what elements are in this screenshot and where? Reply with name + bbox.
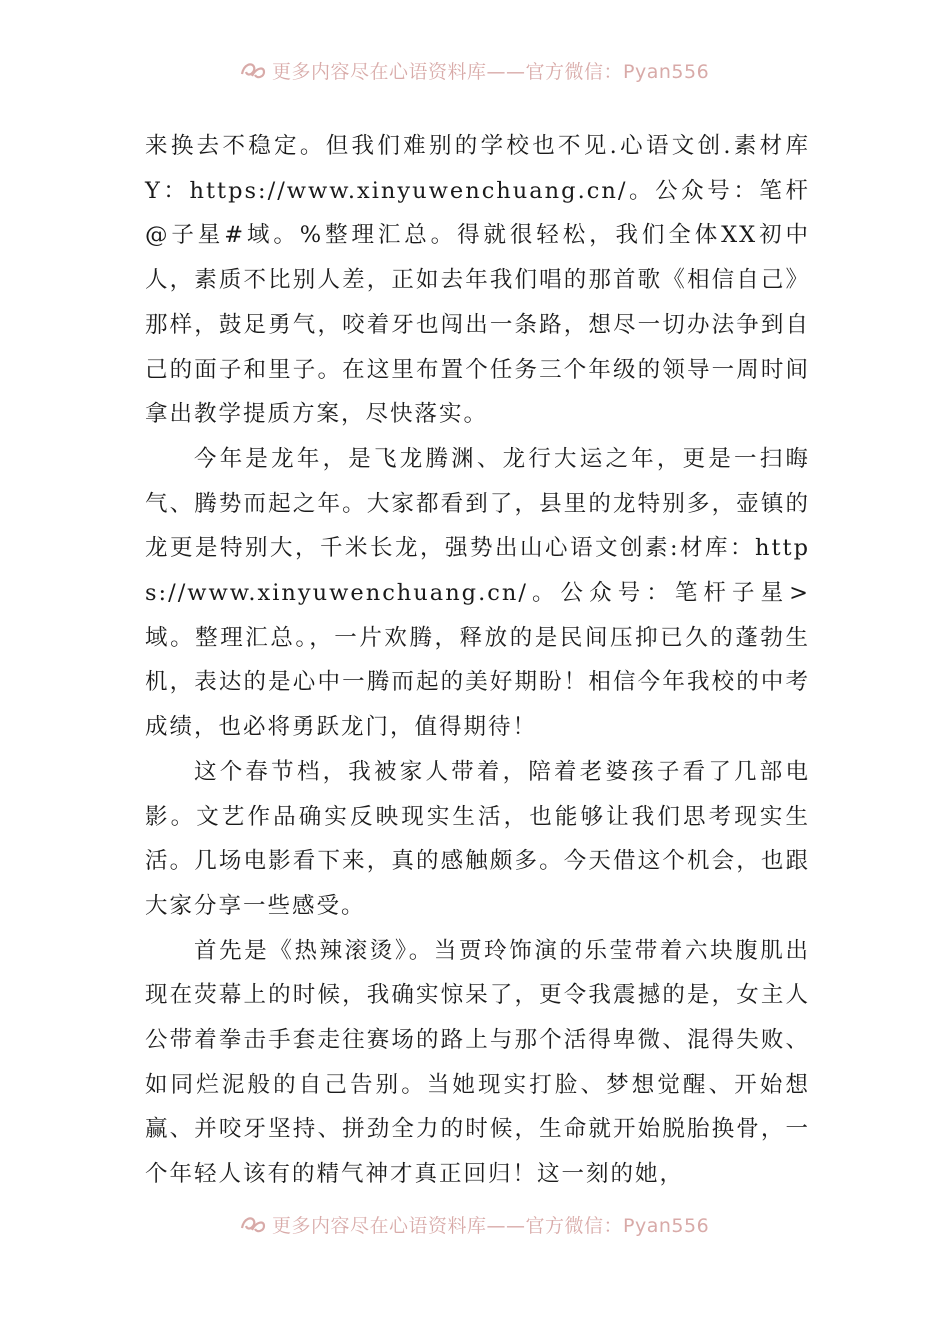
footer-watermark: [238, 1212, 718, 1236]
paragraph: 这个春节档，我被家人带着，陪着老婆孩子看了几部电影。文艺作品确实反映现实生活，也能够让我们思考现实生活。几场电影看下来，真的感触颇多。今天借这个机会，也跟大家分享一些感受。: [145, 758, 810, 919]
paragraph: 来换去不稳定。但我们难别的学校也不见.心语文创.素材库Y：https://www.xinyuwenchuang.cn/。公众号：笔杆@子星#域。%整理汇总。得就很轻松，我们全体XX初中人，素质不比别人差，正如去年我们唱的那首歌《相信自己》那样，鼓足勇气，咬着牙也闯出一条路，想尽一切办法争到自己的面子和里子。在这里布置个任务三个年级的领导一周时间拿出教学提质方案，尽快落实。: [145, 133, 810, 428]
paragraph: 今年是龙年，是飞龙腾渊、龙行大运之年，更是一扫晦气、腾势而起之年。大家都看到了，县里的龙特别多，壶镇的龙更是特别大，千米长龙，强势出山心语文创素:材库：https://www.xinyuwenchuang.cn/。公众号：笔杆子星>域。整理汇总。，一片欢腾，释放的是民间压抑已久的蓬勃生机，表达的是心中一腾而起的美好期盼！相信今年我校的中考成绩，也必将勇跃龙门，值得期待！: [145, 445, 810, 741]
watermark-logo-icon: [238, 58, 268, 82]
watermark-text: 更多内容尽在心语资料库——官方微信：Pyan556: [272, 60, 710, 82]
header-watermark: [238, 58, 718, 82]
watermark-text: 更多内容尽在心语资料库——官方微信：Pyan556: [272, 1214, 710, 1236]
paragraph: 首先是《热辣滚烫》。当贾玲饰演的乐莹带着六块腹肌出现在荧幕上的时候，我确实惊呆了，更令我震撼的是，女主人公带着拳击手套走往赛场的路上与那个活得卑微、混得失败、如同烂泥般的自己告别。当她现实打脸、梦想觉醒、开始想赢、并咬牙坚持、拼劲全力的时候，生命就开始脱胎换骨，一个年轻人该有的精气神才真正回归！这一刻的她，: [145, 937, 810, 1188]
document-body: [145, 124, 810, 1197]
watermark-logo-icon: [238, 1212, 268, 1236]
